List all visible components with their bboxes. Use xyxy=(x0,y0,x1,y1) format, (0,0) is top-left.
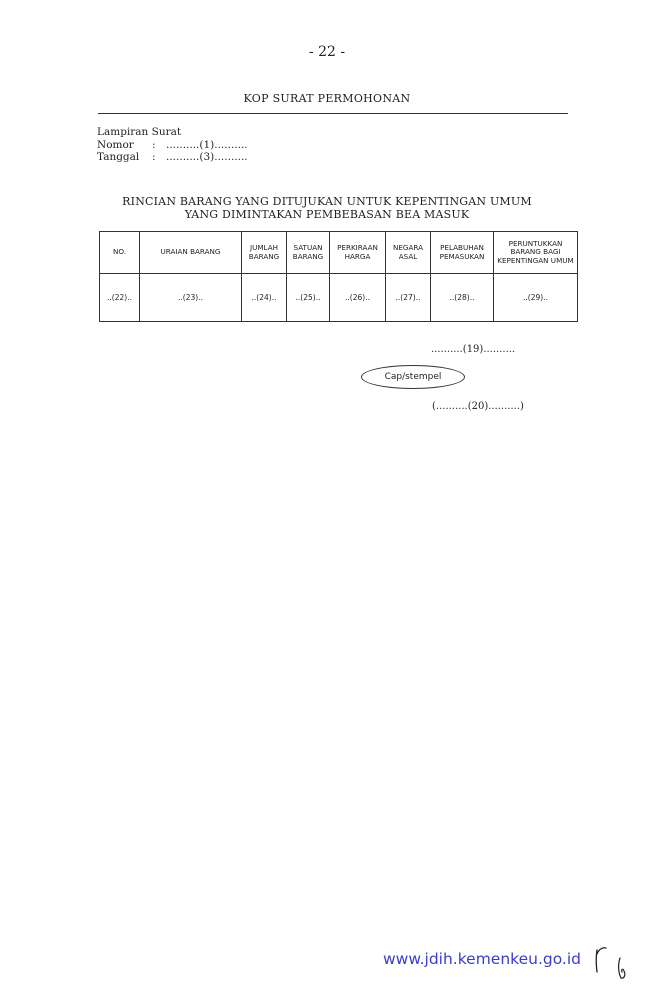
cell-item-description: ..(23).. xyxy=(140,274,242,322)
date-label: Tanggal xyxy=(97,151,140,163)
header-country-of-origin: NEGARA ASAL xyxy=(386,232,431,274)
table-header-row xyxy=(100,232,578,274)
header-unit: SATUAN BARANG xyxy=(287,232,330,274)
header-item-description: URAIAN BARANG xyxy=(140,232,242,274)
signature-place-date: ..........(19).......... xyxy=(431,344,516,355)
number-label: Nomor xyxy=(97,138,134,151)
table-row xyxy=(100,274,578,322)
cell-unit: ..(25).. xyxy=(287,274,330,322)
header-no: NO. xyxy=(100,232,140,274)
signatory-name: (..........(20)..........) xyxy=(432,401,524,412)
letterhead-title: KOP SURAT PERMOHONAN xyxy=(243,92,411,105)
items-table xyxy=(99,231,578,322)
date-colon: : xyxy=(152,151,156,163)
header-quantity: JUMLAH BARANG xyxy=(242,232,287,274)
cell-country-of-origin: ..(27).. xyxy=(386,274,431,322)
cell-no: ..(22).. xyxy=(100,274,140,322)
header-port-of-entry: PELABUHAN PEMASUKAN xyxy=(431,232,494,274)
letterhead-divider xyxy=(98,113,568,114)
number-colon: : xyxy=(152,138,156,151)
heading-line-2: YANG DIMINTAKAN PEMBEBASAN BEA MASUK xyxy=(184,208,470,221)
cell-quantity: ..(24).. xyxy=(242,274,287,322)
number-value: ..........(1).......... xyxy=(166,138,248,151)
header-estimated-price: PERKIRAAN HARGA xyxy=(330,232,386,274)
page-number: - 22 - xyxy=(308,44,346,60)
heading-line-1: RINCIAN BARANG YANG DITUJUKAN UNTUK KEPENTINGAN UMUM xyxy=(122,195,532,208)
cell-public-purpose: ..(29).. xyxy=(494,274,578,322)
attachment-block xyxy=(97,126,248,164)
attachment-date-row xyxy=(97,151,248,164)
attachment-number-row xyxy=(97,139,248,152)
stamp-placeholder: Cap/stempel xyxy=(361,365,465,389)
document-heading xyxy=(0,195,654,221)
attachment-label: Lampiran Surat xyxy=(97,126,182,138)
handwritten-initials-icon xyxy=(588,942,638,982)
date-value: ..........(3).......... xyxy=(166,151,248,163)
header-public-purpose: PERUNTUKKAN BARANG BAGI KEPENTINGAN UMUM xyxy=(494,232,578,274)
cell-estimated-price: ..(26).. xyxy=(330,274,386,322)
cell-port-of-entry: ..(28).. xyxy=(431,274,494,322)
website-watermark: www.jdih.kemenkeu.go.id xyxy=(383,950,581,968)
